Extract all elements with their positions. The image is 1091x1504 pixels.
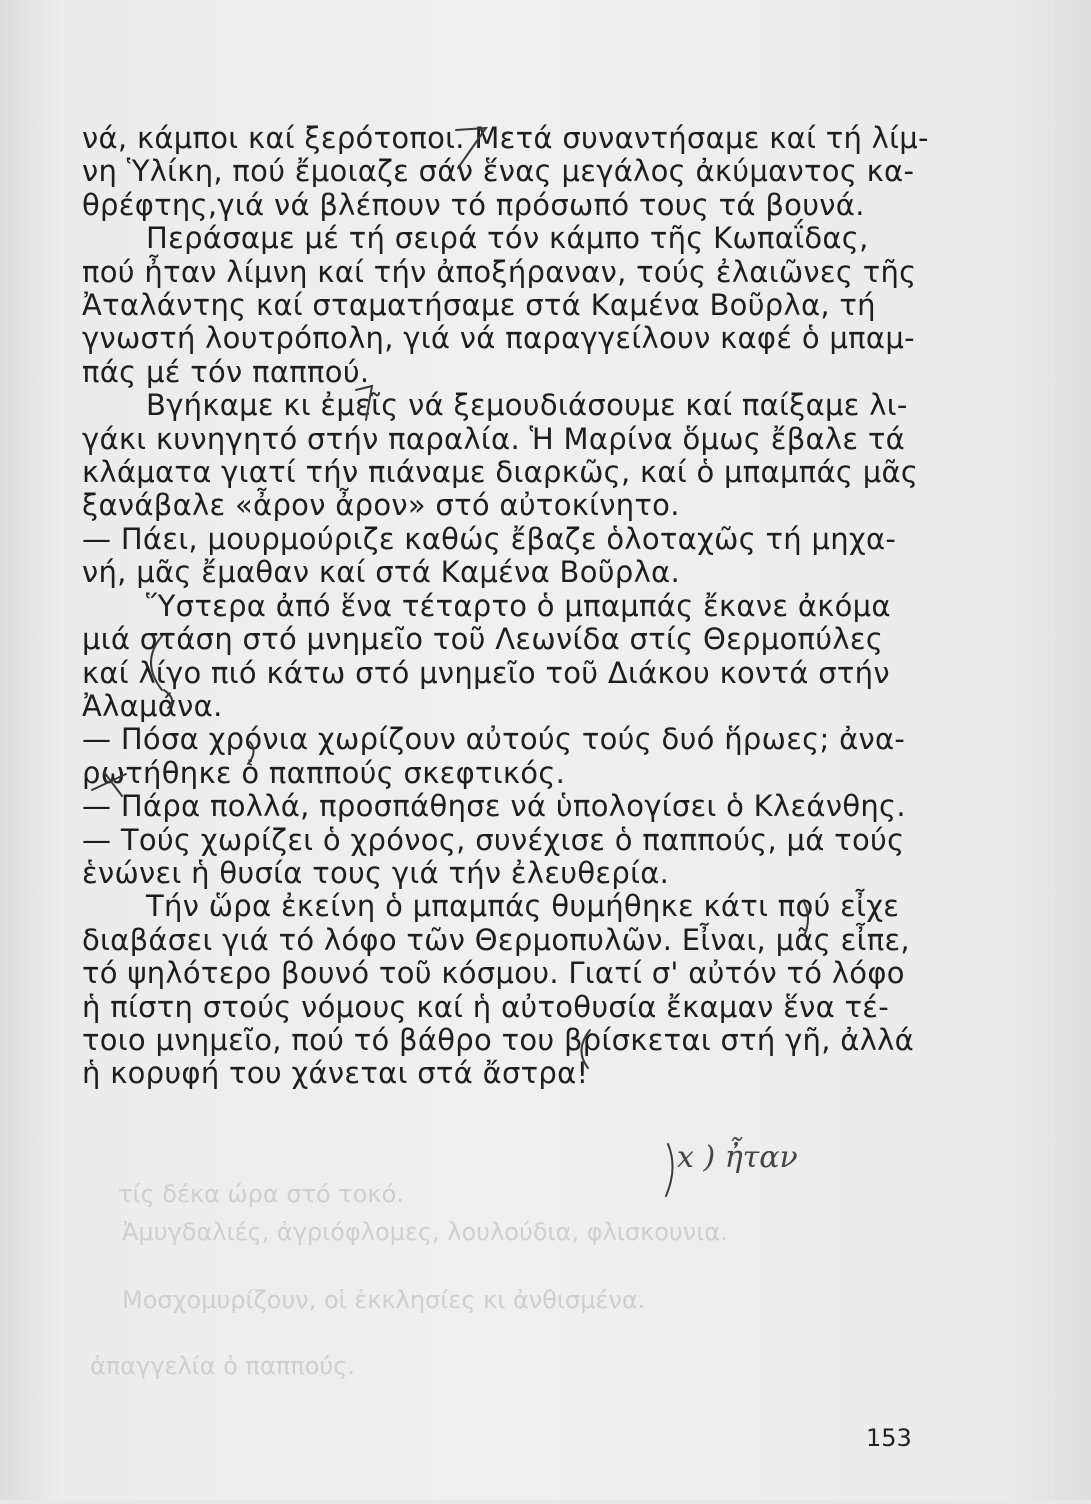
text-line: Τήν ὥρα ἐκείνη ὁ μπαμπάς θυμήθηκε κάτι πού εἶχε bbox=[146, 889, 900, 924]
text-line: πάς μέ τόν παππού. bbox=[82, 354, 370, 389]
text-line: Περάσαμε μέ τή σειρά τόν κάμπο τῆς Κωπαΐδας, bbox=[146, 221, 869, 256]
text-line: κλάματα γιατί τήν πιάναμε διαρκῶς, καί ὁ μπαμπάς μᾶς bbox=[82, 455, 919, 490]
bleed-through-text: τίς δέκα ώρα στό τοκό. bbox=[118, 1180, 404, 1208]
text-line: γάκι κυνηγητό στήν παραλία. Ἡ Μαρίνα ὅμως ἔβαλε τά bbox=[82, 421, 906, 456]
text-line: τό ψηλότερο βουνό τοῦ κόσμου. Γιατί σ' αὐτόν τό λόφο bbox=[82, 956, 905, 991]
handwritten-note: x ) ἦταν bbox=[677, 1140, 798, 1175]
text-line: νά, κάμποι καί ξερότοποι. Μετά συναντήσαμε καί τή λίμ- bbox=[82, 121, 929, 155]
text-line: πού ἦταν λίμνη καί τήν ἀποξήραναν, τούς ἐλαιῶνες τῆς bbox=[82, 254, 917, 289]
body-text bbox=[82, 122, 932, 1091]
text-line: Ἀλαμάνα. bbox=[82, 688, 223, 723]
text-line: — Τούς χωρίζει ὁ χρόνος, συνέχισε ὁ παππούς, μά τούς bbox=[82, 822, 905, 857]
bleed-through-text: ἀπαγγελία ὁ παππούς. bbox=[90, 1352, 356, 1380]
bleed-through-text: Μοσχομυρίζουν, οἱ ἐκκλησίες κι ἀνθισμένα. bbox=[122, 1286, 646, 1314]
bracket-mark-6 bbox=[666, 1144, 673, 1196]
text-line: Ἀταλάντης καί σταματήσαμε στά Καμένα Βοῦρλα, τή bbox=[82, 288, 876, 323]
text-line: Βγήκαμε κι ἐμεῖς νά ξεμουδιάσουμε καί παίξαμε λι- bbox=[146, 388, 908, 423]
text-line: γνωστή λουτρόπολη, γιά νά παραγγείλουν καφέ ὁ μπαμ- bbox=[82, 321, 915, 356]
text-line: Ὕστερα ἀπό ἕνα τέταρτο ὁ μπαμπάς ἔκανε ἀκόμα bbox=[146, 588, 891, 623]
text-line: ἡ κορυφή του χάνεται στά ἄστρα! bbox=[82, 1056, 589, 1091]
text-line: ξανάβαλε «ἆρον ἆρον» στό αὐτοκίνητο. bbox=[82, 488, 680, 523]
text-line: νή, μᾶς ἔμαθαν καί στά Καμένα Βοῦρλα. bbox=[82, 555, 680, 590]
text-line: διαβάσει γιά τό λόφο τῶν Θερμοπυλῶν. Εἶναι, μᾶς εἶπε, bbox=[82, 922, 910, 957]
text-line: καί λίγο πιό κάτω στό μνημεῖο τοῦ Διάκου κοντά στήν bbox=[82, 655, 890, 690]
text-line: τοιο μνημεῖο, πού τό βάθρο του βρίσκεται στή γῆ, ἀλλά bbox=[82, 1022, 915, 1057]
text-line: μιά στάση στό μνημεῖο τοῦ Λεωνίδα στίς Θερμοπύλες bbox=[82, 622, 884, 657]
page-number: 153 bbox=[866, 1424, 912, 1452]
bleed-through-text: Ἀμυγδαλιές, ἀγριόφλομες, λουλούδια, φλισκουνια. bbox=[122, 1218, 728, 1246]
text-line: — Πάει, μουρμούριζε καθώς ἔβαζε ὁλοταχῶς τή μηχα- bbox=[82, 521, 897, 556]
text-line: θρέφτης,γιά νά βλέπουν τό πρόσωπό τους τά βουνά. bbox=[82, 187, 865, 222]
text-line: ἑνώνει ἡ θυσία τους γιά τήν ἐλευθερία. bbox=[82, 855, 670, 890]
text-line: ρωτήθηκε ὁ παππούς σκεφτικός. bbox=[82, 755, 566, 790]
text-line: — Πάρα πολλά, προσπάθησε νά ὑπολογίσει ὁ Κλεάνθης. bbox=[82, 789, 906, 824]
text-line: — Πόσα χρόνια χωρίζουν αὐτούς τούς δυό ἥρωες; ἀνα- bbox=[82, 722, 906, 757]
text-line: νη Ὑλίκη, πού ἔμοιαζε σάν ἕνας μεγάλος ἀκύμαντος κα- bbox=[82, 154, 915, 189]
text-line: ἡ πίστη στούς νόμους καί ἡ αὐτοθυσία ἔκαμαν ἕνα τέ- bbox=[82, 989, 890, 1024]
